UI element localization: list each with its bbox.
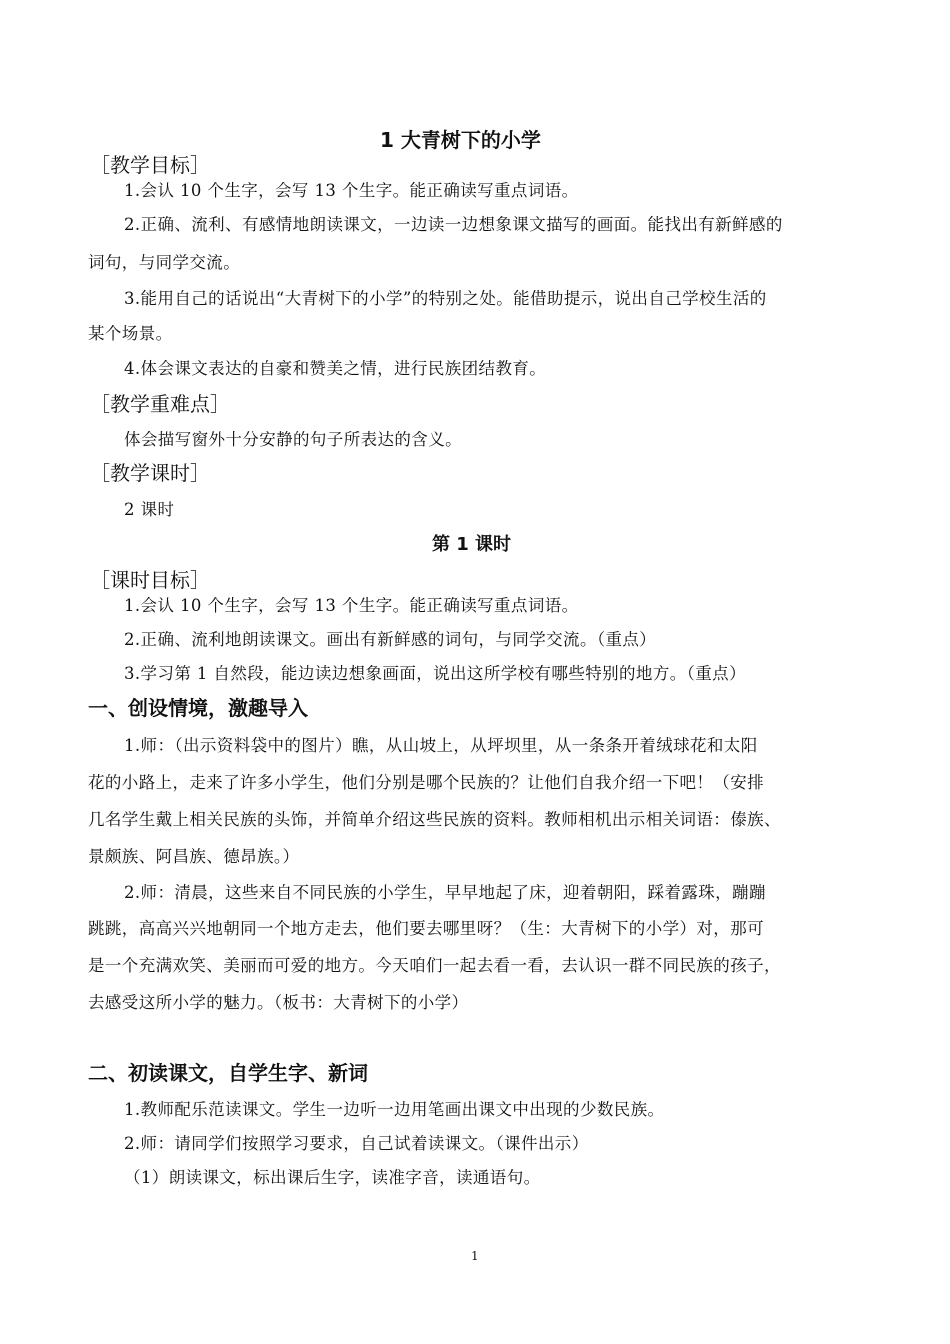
objectives-heading: ［教学目标］ [90, 153, 210, 177]
page-title: 1 大青树下的小学 [380, 128, 541, 152]
part1-line: 花的小路上，走来了许多小学生，他们分别是哪个民族的？让他们自我介绍一下吧！（安排 [88, 773, 764, 792]
part1-line: 跳跳，高高兴兴地朝同一个地方走去，他们要去哪里呀？（生：大青树下的小学）对，那可 [88, 919, 764, 938]
hours-heading: ［教学课时］ [90, 461, 210, 485]
objective-line: 4.体会课文表达的自豪和赞美之情，进行民族团结教育。 [124, 359, 547, 378]
key-points-text: 体会描写窗外十分安静的句子所表达的含义。 [124, 430, 462, 449]
lesson-objective-line: 2.正确、流利地朗读课文。画出有新鲜感的词句，与同学交流。（重点） [124, 630, 657, 649]
part1-line: 几名学生戴上相关民族的头饰，并简单介绍这些民族的资料。教师相机出示相关词语：傣族、 [88, 810, 781, 829]
page-number: 1 [471, 1249, 479, 1263]
key-points-heading: ［教学重难点］ [90, 392, 230, 416]
objective-line: 1.会认 10 个生字，会写 13 个生字。能正确读写重点词语。 [124, 181, 579, 200]
objective-line: 词句，与同学交流。 [88, 253, 241, 272]
objective-line: 3.能用自己的话说出“大青树下的小学”的特别之处。能借助提示，说出自己学校生活的 [124, 289, 767, 308]
lesson-objectives-heading: ［课时目标］ [90, 568, 210, 592]
part2-line: 2.师：请同学们按照学习要求，自己试着读课文。（课件出示） [124, 1134, 589, 1153]
part1-line: 去感受这所小学的魅力。（板书：大青树下的小学） [88, 993, 469, 1012]
lesson-objective-line: 1.会认 10 个生字，会写 13 个生字。能正确读写重点词语。 [124, 596, 579, 615]
lesson-objective-line: 3.学习第 1 自然段，能边读边想象画面，说出这所学校有哪些特别的地方。（重点） [124, 664, 746, 683]
objective-line: 某个场景。 [88, 324, 173, 343]
part1-line: 1.师：（出示资料袋中的图片）瞧，从山坡上，从坪坝里，从一条条开着绒球花和太阳 [124, 736, 758, 755]
lesson-title: 第 1 课时 [432, 534, 512, 555]
part2-line: （1）朗读课文，标出课后生字，读准字音，读通语句。 [124, 1168, 541, 1187]
objective-line: 2.正确、流利、有感情地朗读课文，一边读一边想象课文描写的画面。能找出有新鲜感的 [124, 215, 783, 234]
part1-line: 2.师：清晨，这些来自不同民族的小学生，早早地起了床，迎着朝阳，踩着露珠，蹦蹦 [124, 883, 766, 902]
part1-line: 景颇族、阿昌族、德昂族。） [88, 847, 300, 866]
hours-text: 2 课时 [124, 500, 175, 519]
part1-heading: 一、创设情境，激趣导入 [88, 696, 308, 720]
part2-heading: 二、初读课文，自学生字、新词 [88, 1061, 368, 1085]
part1-line: 是一个充满欢笑、美丽而可爱的地方。今天咱们一起去看一看，去认识一群不同民族的孩子， [88, 956, 781, 975]
part2-line: 1.教师配乐范读课文。学生一边听一边用笔画出课文中出现的少数民族。 [124, 1100, 665, 1119]
